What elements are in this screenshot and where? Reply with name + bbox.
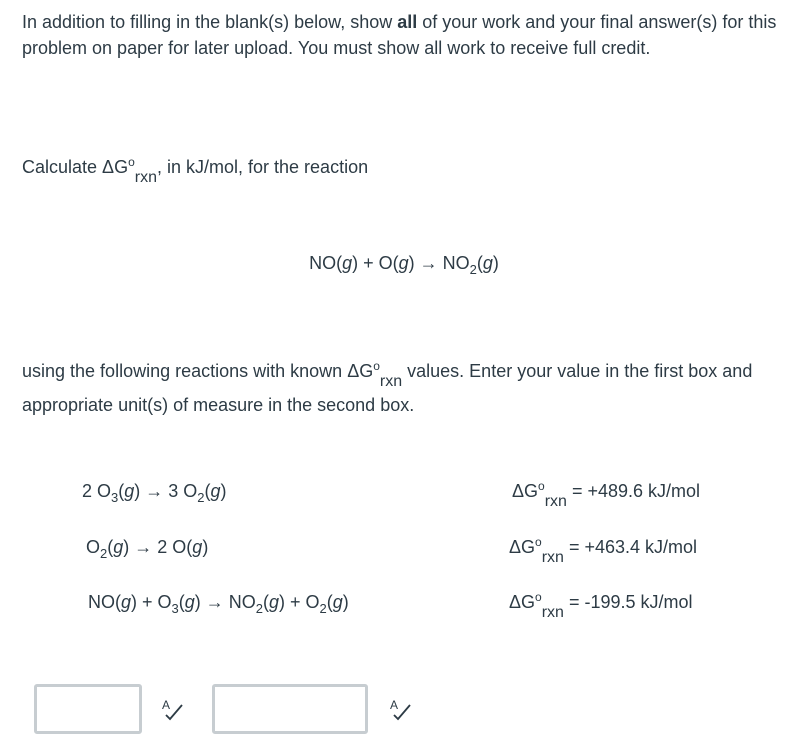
question-prompt: Calculate $\Delta G^orxn$, in kJ/mol, for the reaction: [22, 155, 369, 186]
reaction-3-delta-g: $\Delta G^orxn = -199.5$ kJ/mol: [509, 590, 693, 621]
reaction-1-equation: 2 $O_3(g) \to 3$ $O_2(g)$: [82, 481, 227, 505]
instructions-bold: all: [397, 12, 418, 32]
reaction-1-delta-g: $\Delta G^orxn = +489.6$ kJ/mol: [512, 479, 701, 510]
answer-unit-input[interactable]: [212, 684, 368, 734]
reaction-2-delta-g: $\Delta G^orxn = +463.4$ kJ/mol: [509, 535, 698, 566]
answer-value-input[interactable]: [34, 684, 142, 734]
svg-text:A: A: [390, 698, 399, 712]
reaction-2-equation: $O_2(g) \to 2$ O(g): [86, 537, 209, 561]
spellcheck-icon[interactable]: [160, 697, 184, 721]
main-reaction: $NO(g) + O(g) \to NO_2(g)$: [309, 253, 499, 277]
instructions-text-1: In addition to filling in the blank(s) below, show: [22, 12, 398, 32]
reaction-3-equation: $NO(g) + O_3(g) \to NO_2(g) + O_2(g)$: [88, 592, 349, 616]
instructions-text-2: of your work and your final answer(s) for this problem on paper for later upload. You must show all work to receive full credit.: [22, 12, 777, 58]
instructions: [22, 9, 782, 61]
reaction-instructions: using the following reactions with known $\Delta G^orxn$ values. Enter your value in the first box and appropriate unit(s) of measure in the second box.: [22, 359, 753, 415]
svg-text:A: A: [162, 698, 171, 712]
spellcheck-icon[interactable]: [388, 697, 412, 721]
